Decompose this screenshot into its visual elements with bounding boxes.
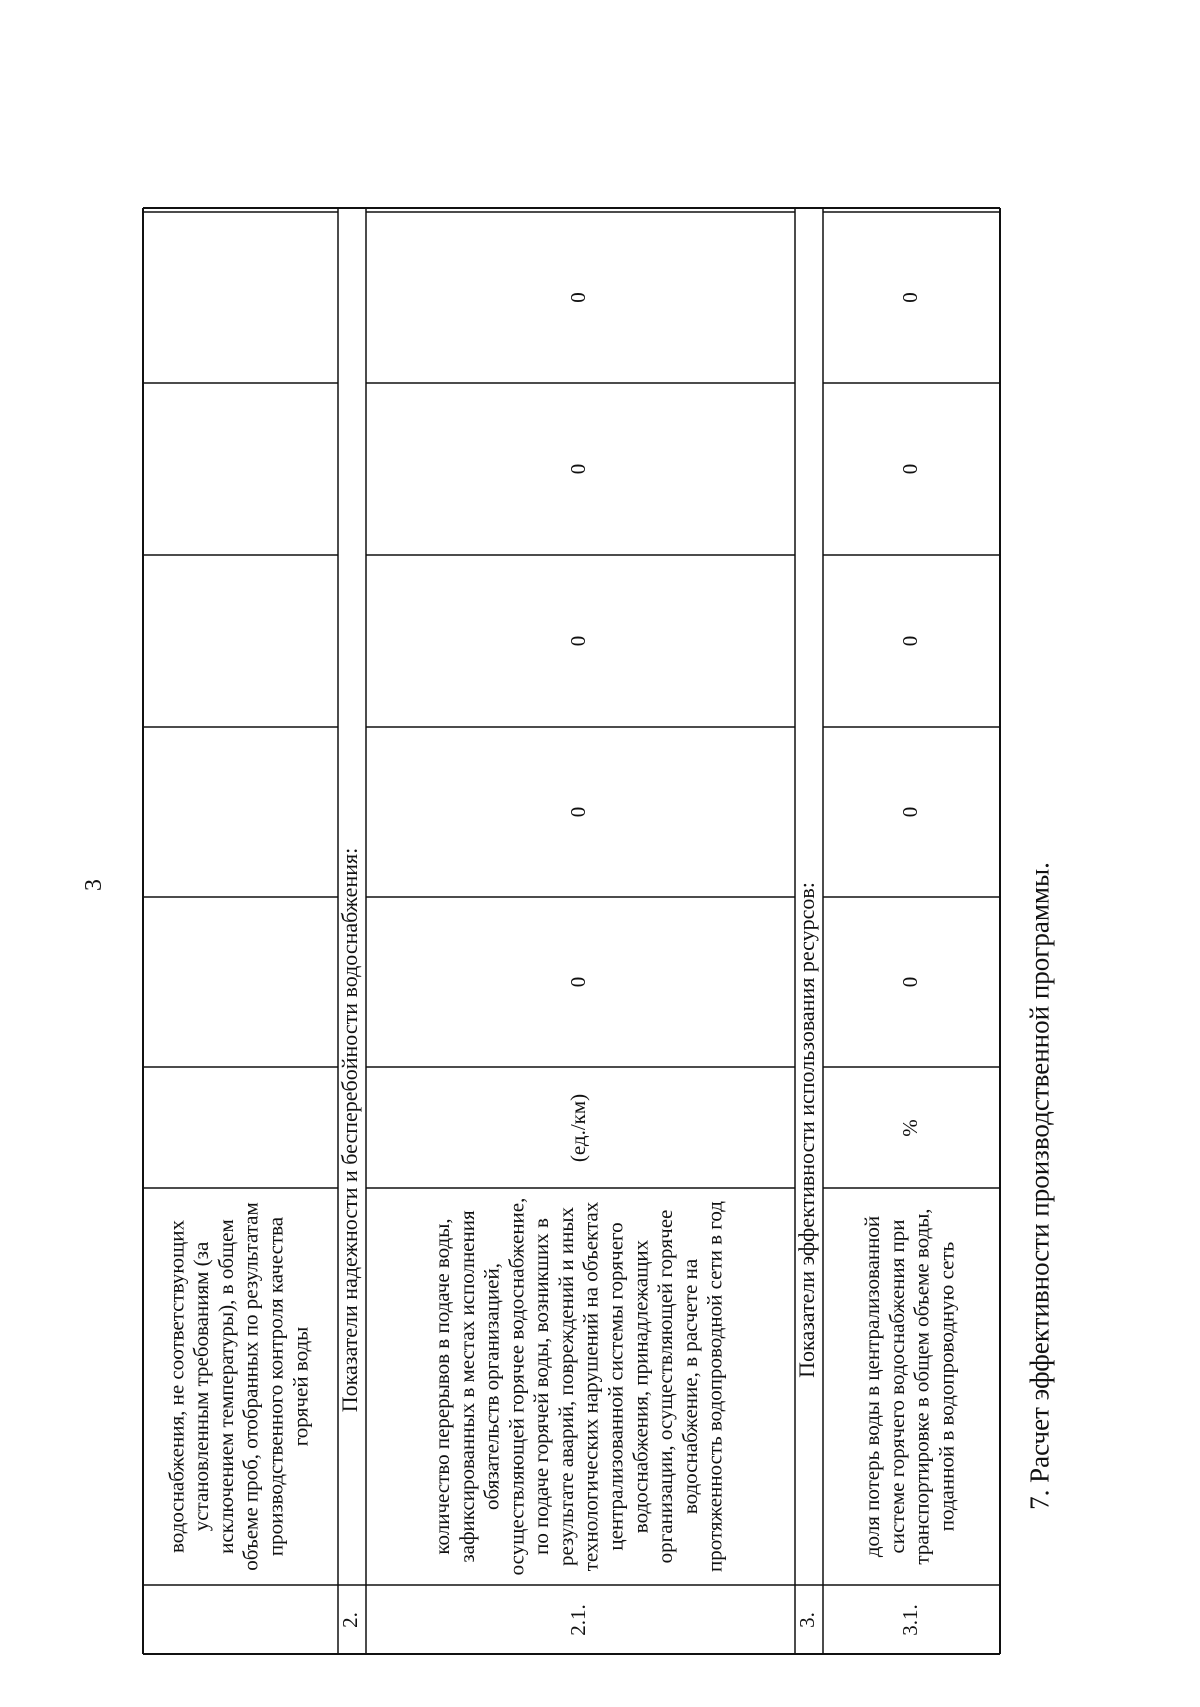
row21-name-line: водоснабжение, в расчете на <box>677 1258 702 1515</box>
section2-number: 2. <box>337 1612 362 1628</box>
row21-name-line: осуществляющей горячее водоснабжение, <box>504 1197 529 1576</box>
row0-name-line: горячей воды <box>288 1326 313 1447</box>
row21-value: 0 <box>565 463 590 475</box>
row31-value: 0 <box>897 635 922 647</box>
row31-name-line: поданной в водопроводную сеть <box>934 1241 959 1532</box>
row31-name-line: транспортировке в общем объеме воды, <box>909 1208 934 1565</box>
section2-title: Показатели надежности и бесперебойности водоснабжения: <box>337 847 363 1413</box>
row21-name-line: технологических нарушений на объектах <box>578 1201 603 1572</box>
row21-name-line: водоснабжения, принадлежащих <box>628 1239 653 1534</box>
row21-name-line: организации, осуществляющей горячее <box>653 1209 678 1564</box>
row21-name-line: зафиксированных в местах исполнения <box>454 1210 479 1563</box>
row21-name-line: централизованной системы горячего <box>603 1222 628 1551</box>
row0-name-line: исключением температуры), в общем <box>213 1219 238 1554</box>
row31-value: 0 <box>897 463 922 475</box>
row21-value: 0 <box>565 292 590 303</box>
row21-value: 0 <box>565 635 590 647</box>
row21-name-line: протяженность водопроводной сети в год <box>702 1201 727 1572</box>
row21-unit: (ед./км) <box>565 1093 590 1163</box>
row31-unit: % <box>897 1119 922 1137</box>
row31-value: 0 <box>897 292 922 303</box>
row31-value: 0 <box>897 976 922 988</box>
section3-title: Показатели эффективности использования ресурсов: <box>794 882 820 1378</box>
row21-name-line: количество перерывов в подаче воды, <box>430 1218 455 1555</box>
row0-name-line: производственного контроля качества <box>263 1216 288 1557</box>
row21-name-line: по подаче горячей воды, возникших в <box>529 1218 554 1555</box>
section3-number: 3. <box>794 1612 819 1628</box>
row31-name-line: системе горячего водоснабжения при <box>884 1219 909 1554</box>
row0-name-line: объеме проб, отобранных по результатам <box>238 1202 263 1571</box>
row21-number: 2.1. <box>565 1604 590 1636</box>
row21-value: 0 <box>565 806 590 818</box>
row31-name-line: доля потерь воды в централизованной <box>860 1215 885 1558</box>
row31-value: 0 <box>897 806 922 818</box>
row31-number: 3.1. <box>897 1604 922 1636</box>
page-number: 3 <box>81 879 107 891</box>
row21-name-line: результате аварий, повреждений и иных <box>553 1206 578 1567</box>
row0-name-line: установленным требованиям (за <box>189 1241 214 1532</box>
row0-name-line: водоснабжения, не соответствующих <box>164 1220 189 1553</box>
row21-value: 0 <box>565 976 590 988</box>
section-heading-text: 7. Расчет эффективности производственной программы. <box>1024 862 1055 1510</box>
row21-name-line: обязательств организацией, <box>479 1263 504 1510</box>
